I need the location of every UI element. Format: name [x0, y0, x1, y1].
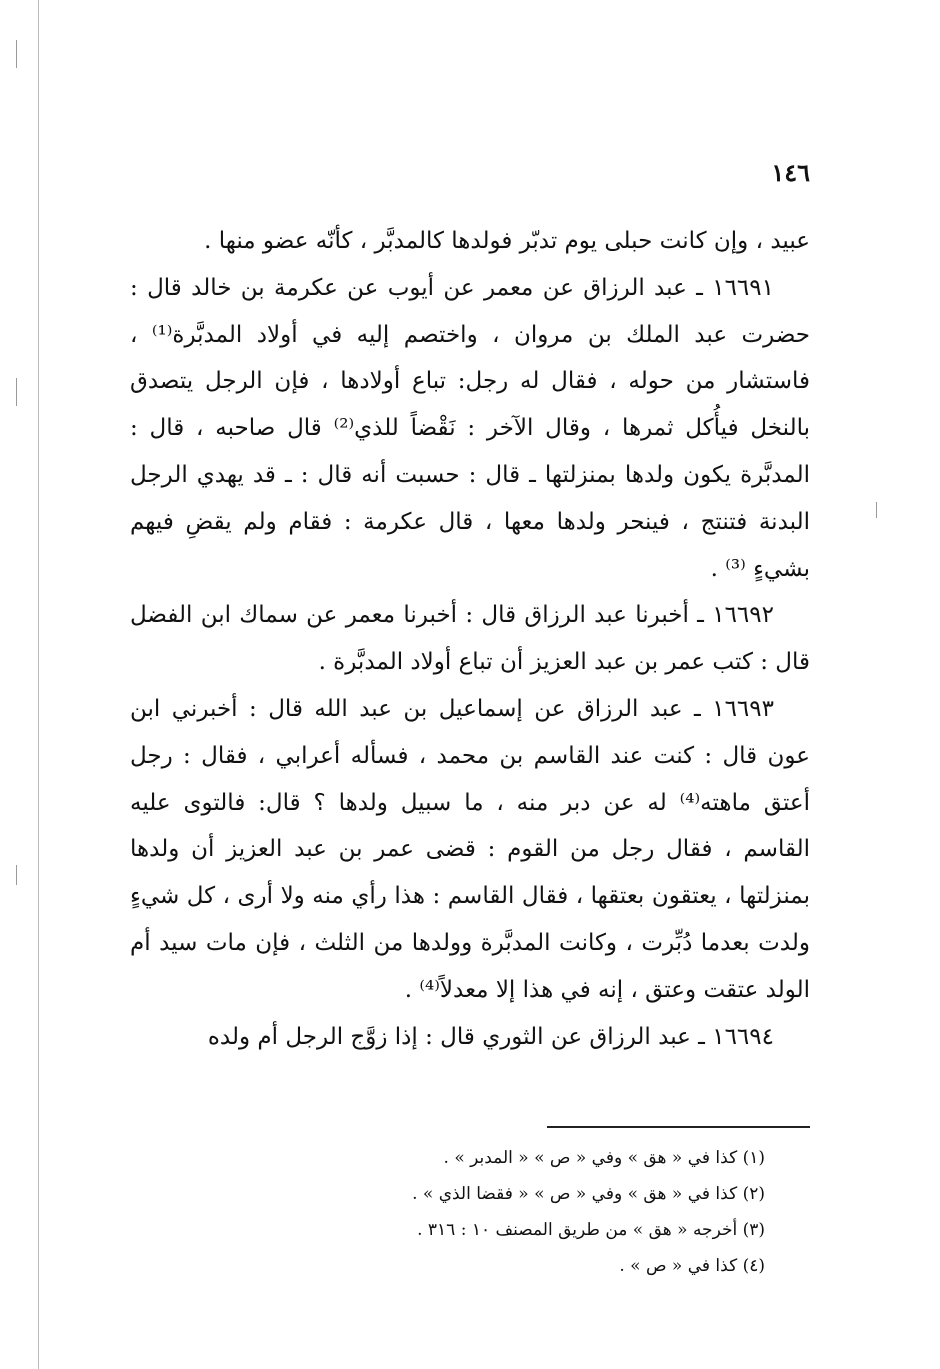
scan-margin-mark: [16, 865, 17, 885]
footnote-separator: [547, 1126, 810, 1128]
scan-margin-mark: [16, 378, 17, 406]
paragraph-hadith-16694: ١٦٦٩٤ ـ عبد الرزاق عن الثوري قال : إذا زوَّج الرجل أم ولده: [207, 1023, 774, 1050]
paragraph-hadith-16692: ١٦٦٩٢ ـ أخبرنا عبد الرزاق قال : أخبرنا معمر عن سماك ابن الفضل قال : كتب عمر بن عبد العزيز أن تباع أولاد المدبَّرة .: [130, 602, 810, 676]
footnote: (٤) كذا في « ص » .: [619, 1256, 765, 1276]
paragraph-hadith-16693: ١٦٦٩٣ ـ عبد الرزاق عن إسماعيل بن عبد الله قال : أخبرني ابن عون قال : كنت عند القاسم بن محمد ، فسأله أعرابي ، فقال : رجل أعتق ماهته⁽⁴⁾ له عن دبر منه ، ما سبيل ولدها ؟ قال: فالتوى عليه القاسم ، فقال رجل من القوم : قضى عمر بن عبد العزيز أن ولدها بمنزلتها ، يعتقون بعتقها ، فقال القاسم : هذا رأي منه ولا أرى ، كل شيءٍ ولدت بعدما دُبِّرت ، وكانت المدبَّرة وولدها من الثلث ، فإن مات سيد أم الولد عتقت وعتق ، إنه في هذا إلا معدلاً⁽⁴⁾ .: [130, 695, 810, 1003]
scan-margin-mark: [876, 502, 877, 518]
footnote: (١) كذا في « هق » وفي « ص » « المدبر » .: [443, 1148, 765, 1168]
body-text: [130, 218, 810, 1060]
paragraph: عبيد ، وإن كانت حبلى يوم تدبّر فولدها كالمدبَّر ، كأنّه عضو منها .: [204, 228, 810, 254]
paragraph-hadith-16691: ١٦٦٩١ ـ عبد الرزاق عن معمر عن أيوب عن عكرمة بن خالد قال : حضرت عبد الملك بن مروان ، واختصم إليه في أولاد المدبَّرة⁽¹⁾ ، فاستشار من حوله ، فقال له رجل: تباع أولادها ، فإن الرجل يتصدق بالنخل فيأُكل ثمرها ، وقال الآخر : نَقْضاً للذي⁽²⁾ قال صاحبه ، قال : المدبَّرة يكون ولدها بمنزلتها ـ قال : حسبت أنه قال : ـ قد يهدي الرجل البدنة فتنتج ، فينحر ولدها معها ، قال عكرمة : فقام ولم يقضِ فيهم بشيءٍ ⁽³⁾ .: [130, 274, 810, 582]
footnote: (٢) كذا في « هق » وفي « ص » « فقضا الذي » .: [412, 1184, 765, 1204]
footnotes: [165, 1140, 765, 1284]
footnote: (٣) أخرجه « هق » من طريق المصنف ١٠ : ٣١٦ .: [417, 1220, 765, 1240]
page-number: ١٤٦: [771, 158, 810, 187]
scan-margin-mark: [16, 40, 17, 68]
scan-page-edge: [38, 0, 39, 1369]
